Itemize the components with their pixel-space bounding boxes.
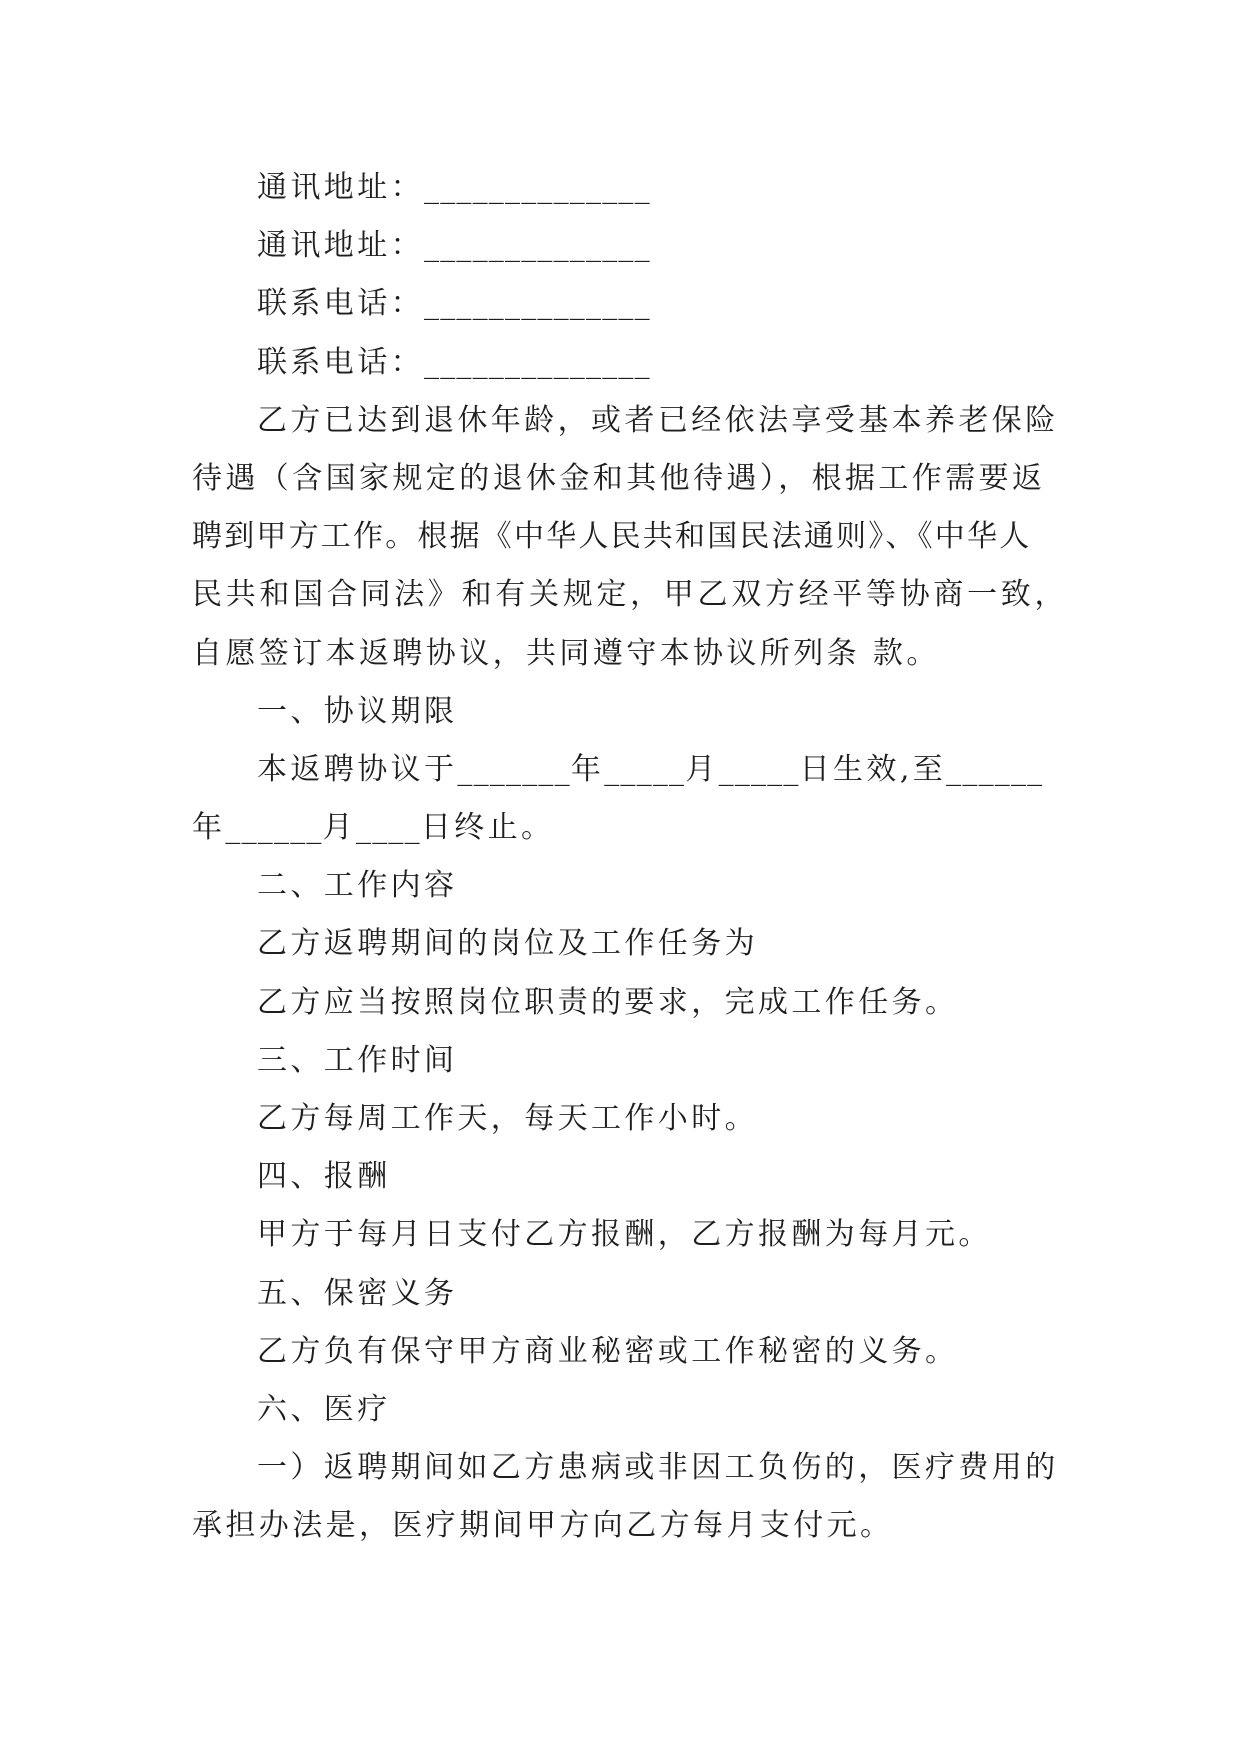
address-field: 通讯地址：______________ (257, 170, 651, 205)
phone-field: 联系电话：______________ (257, 286, 651, 322)
blank-field: ______ (225, 810, 323, 846)
blank-field: ______ (946, 751, 1044, 787)
clause-text: 甲方于每月日支付乙方报酬，乙方报酬为每月元。 (257, 1217, 992, 1253)
clause-text: 乙方返聘期间的岗位及工作任务为 (257, 926, 758, 962)
clause-work-content (192, 857, 1072, 1032)
clause-confidentiality (192, 1265, 1072, 1381)
clause-text: 本返聘协议于_______年_____月_____日生效,至______ (257, 751, 1044, 787)
blank-field: ______________ (424, 170, 651, 205)
section-heading: 二、工作内容 (257, 868, 458, 904)
paragraph-line: 民共和国合同法》和有关规定，甲乙双方经平等协商一致， (192, 577, 1069, 613)
clause-text: 乙方负有保守甲方商业秘密或工作秘密的义务。 (257, 1333, 959, 1369)
document-body (192, 159, 1072, 1556)
paragraph-line: 聘到甲方工作。根据《中华人民共和国民法通则》、《中华人 (192, 519, 1032, 555)
blank-field: ______________ (424, 228, 651, 264)
phone-field: 联系电话：______________ (257, 344, 651, 380)
clause-text: 年______月____日终止。 (192, 810, 555, 846)
blank-field: ______________ (424, 344, 651, 380)
clause-text: 乙方应当按照岗位职责的要求，完成工作任务。 (257, 984, 959, 1020)
blank-field: _____ (718, 751, 800, 787)
section-heading: 五、保密义务 (257, 1275, 458, 1311)
paragraph-line: 乙方已达到退休年龄，或者已经依法享受基本养老保险 (257, 402, 1059, 438)
section-heading: 一、协议期限 (257, 693, 458, 729)
section-heading: 四、报酬 (257, 1159, 391, 1195)
paragraph-line: 自愿签订本返聘协议，共同遵守本协议所列条 款。 (192, 635, 940, 671)
address-field: 通讯地址：______________ (257, 228, 651, 264)
preamble-paragraph (192, 392, 1072, 683)
clause-text: 一）返聘期间如乙方患病或非因工负伤的，医疗费用的 (257, 1450, 1059, 1486)
paragraph-line: 待遇（含国家规定的退休金和其他待遇），根据工作需要返 (192, 460, 1046, 496)
clause-medical (192, 1381, 1072, 1556)
section-heading: 三、工作时间 (257, 1042, 458, 1078)
clause-text: 乙方每周工作天，每天工作小时。 (257, 1101, 758, 1136)
clause-working-hours (192, 1032, 1072, 1148)
blank-field: ____ (356, 810, 421, 846)
section-heading: 六、医疗 (257, 1391, 391, 1427)
clause-text: 承担办法是，医疗期间甲方向乙方每月支付元。 (192, 1508, 894, 1544)
clause-agreement-term (192, 683, 1072, 858)
contact-info (192, 159, 1072, 392)
blank-field: _______ (457, 751, 571, 787)
blank-field: ______________ (424, 286, 651, 322)
clause-remuneration (192, 1148, 1072, 1264)
blank-field: _____ (604, 751, 686, 787)
